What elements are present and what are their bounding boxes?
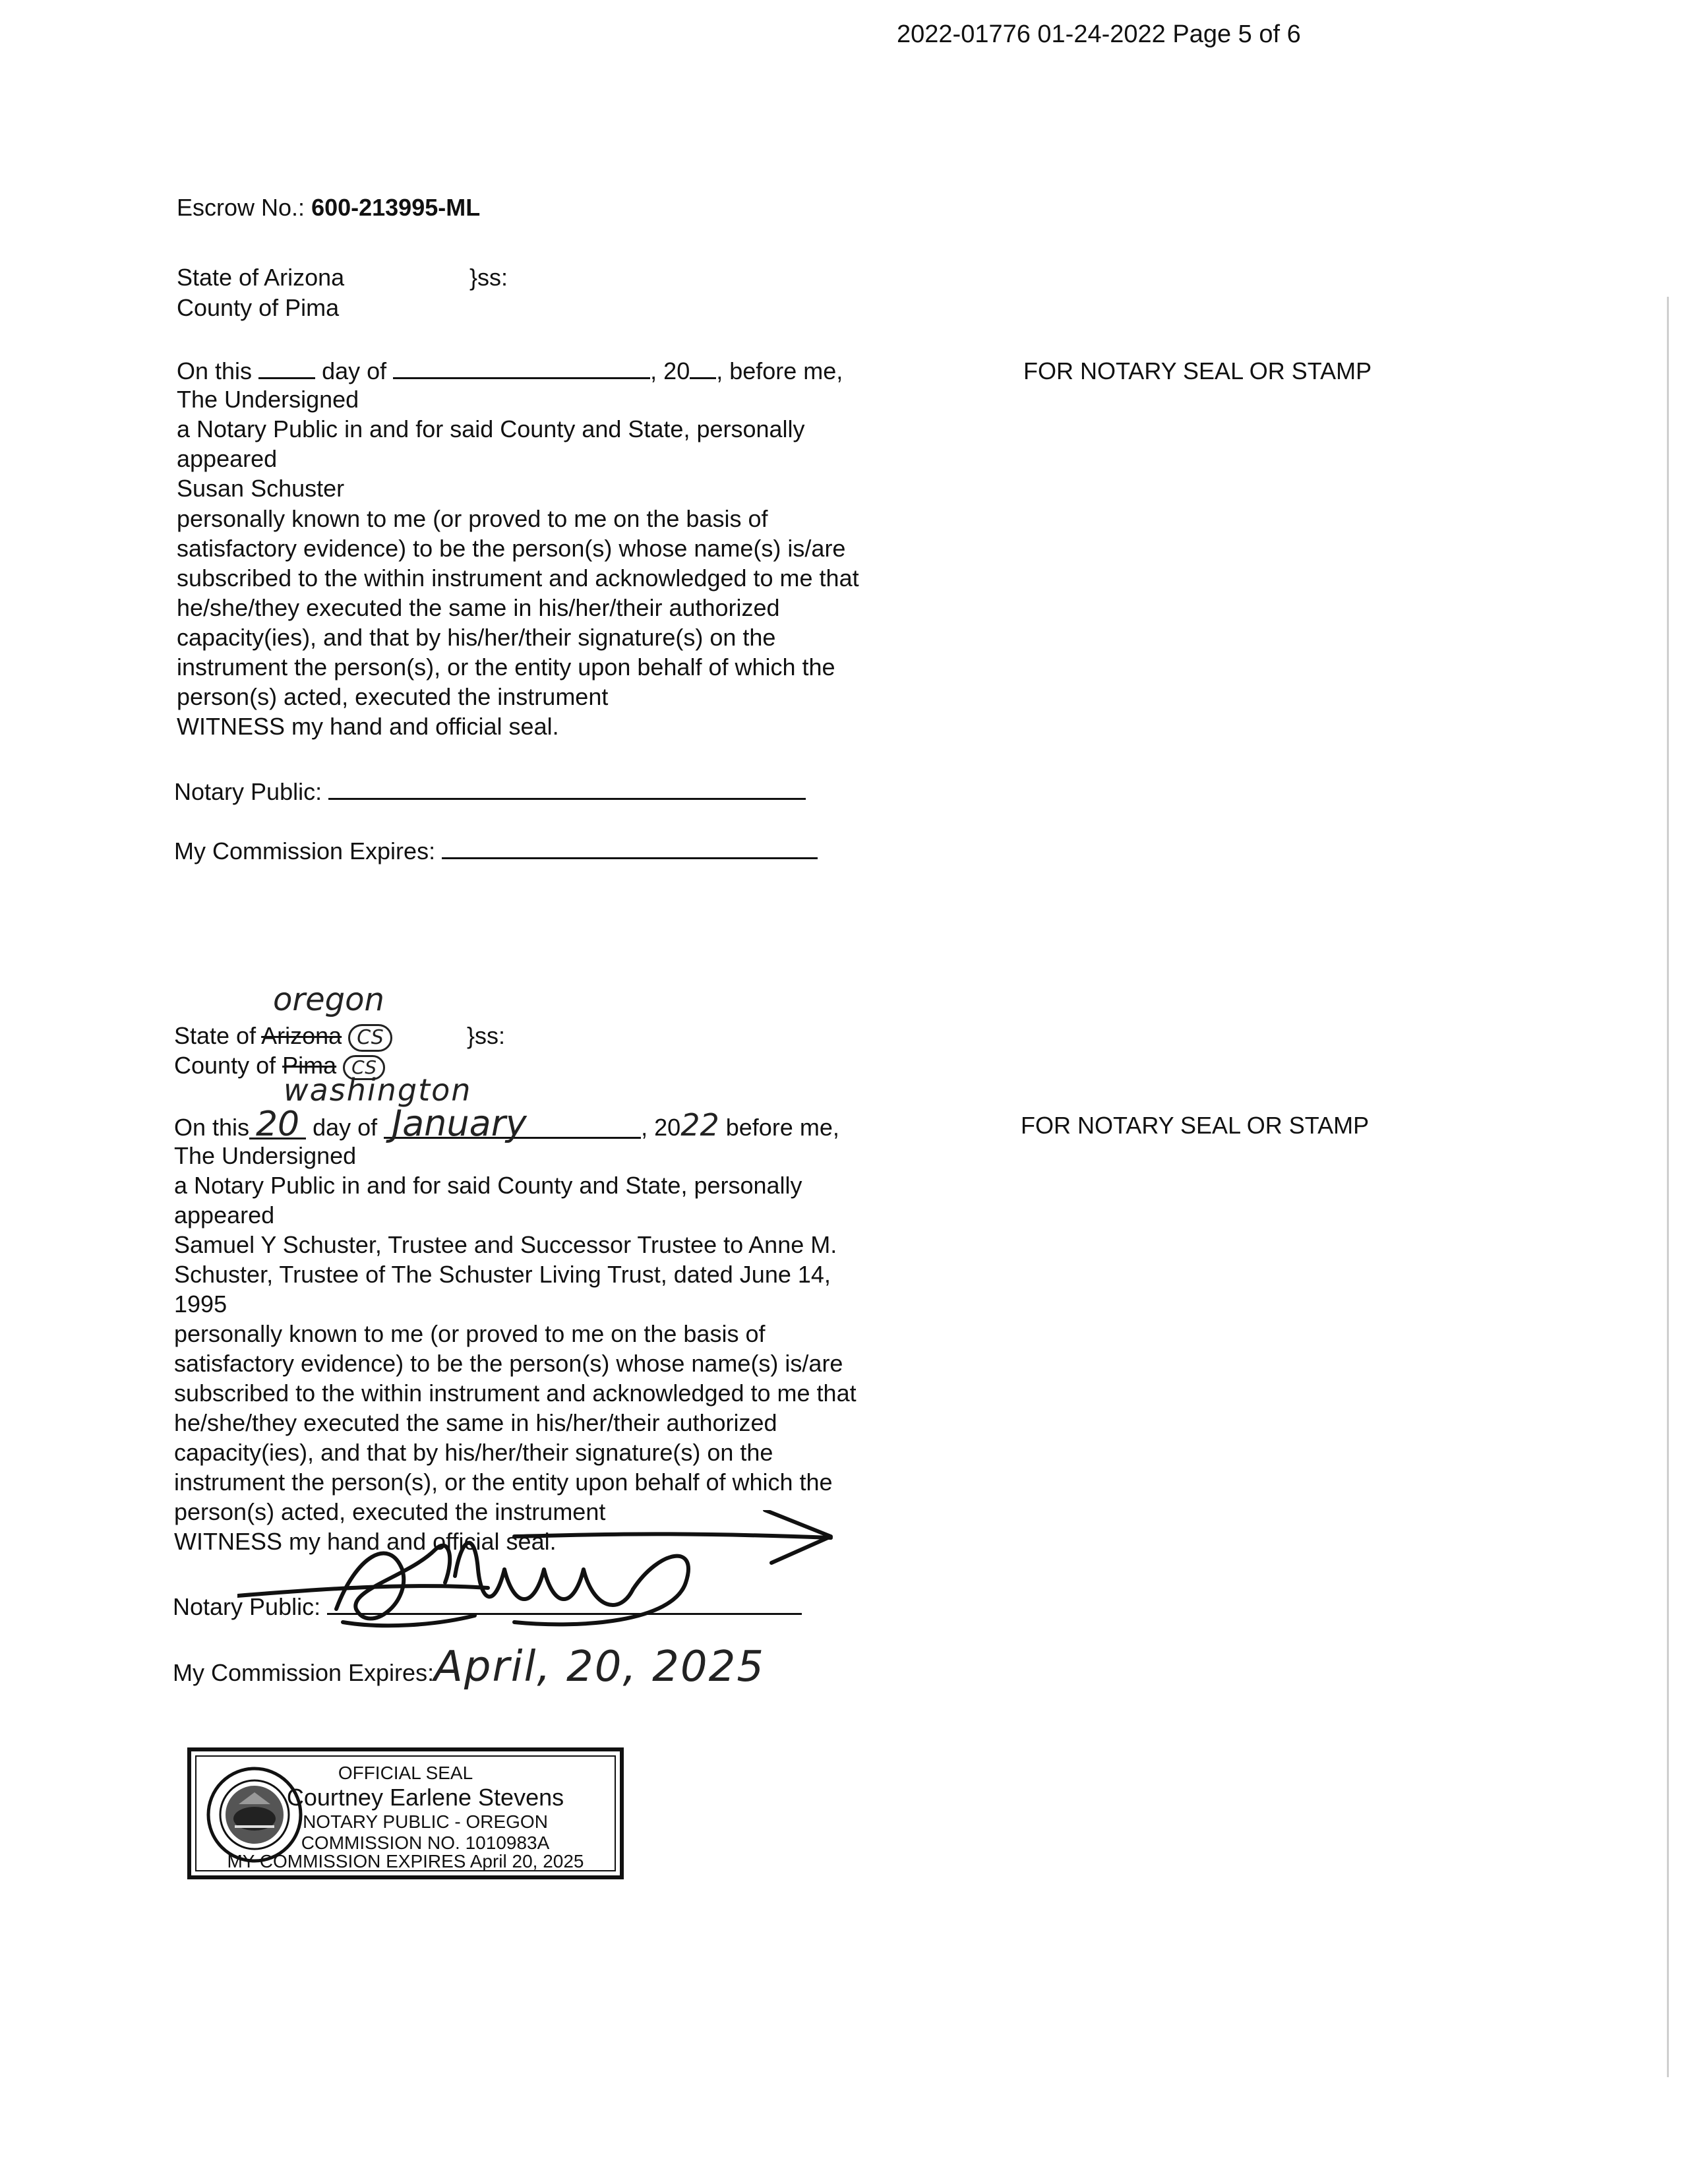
seal-notary-name: Courtney Earlene Stevens: [286, 1784, 564, 1811]
block2-month-handwriting: January: [384, 1110, 641, 1139]
block1-commission-blank: [442, 835, 818, 859]
block2-undersigned: The Undersigned: [174, 1142, 357, 1169]
seal-expires: MY COMMISSION EXPIRES April 20, 2025: [227, 1851, 584, 1871]
block2-on-this-line: [174, 1103, 839, 1144]
block1-undersigned: The Undersigned: [177, 386, 359, 413]
block2-state-handwriting: oregon: [273, 981, 384, 1018]
block2-county-initials: CS: [343, 1055, 385, 1080]
block1-body-line: he/she/they executed the same in his/her/their authorized: [177, 594, 780, 621]
scan-edge-line: [1667, 297, 1669, 2077]
block2-notary-public-label: Notary Public:: [173, 1593, 321, 1620]
block2-day-of: day of: [313, 1114, 378, 1141]
block2-body-line: satisfactory evidence) to be the person(s) whose name(s) is/are: [174, 1350, 843, 1377]
block2-person-line: Schuster, Trustee of The Schuster Living Trust, dated June 14,: [174, 1261, 831, 1288]
block2-state-struck: Arizona: [261, 1022, 342, 1049]
block2-commission-handwriting: April, 20, 2025: [434, 1643, 766, 1691]
block2-state-prefix: State of: [174, 1022, 256, 1049]
block2-county-struck: Pima: [282, 1052, 337, 1079]
block2-appeared: appeared: [174, 1201, 275, 1228]
block1-seal-label: FOR NOTARY SEAL OR STAMP: [1023, 357, 1372, 384]
block2-day-handwriting: 20: [249, 1111, 306, 1139]
official-seal-stamp: [187, 1747, 624, 1879]
block2-state-initials: CS: [348, 1024, 392, 1052]
block1-notary-signature-blank: [328, 775, 806, 800]
block2-body-line: subscribed to the within instrument and acknowledged to me that: [174, 1380, 857, 1407]
block1-body-line: subscribed to the within instrument and acknowledged to me that: [177, 564, 859, 592]
block2-body-line: instrument the person(s), or the entity upon behalf of which the: [174, 1469, 833, 1496]
block2-on-this: On this: [174, 1114, 250, 1141]
block2-person-line: Samuel Y Schuster, Trustee and Successor Trustee to Anne M.: [174, 1231, 837, 1258]
block1-county: County of Pima: [177, 294, 340, 321]
block2-before-me: before me,: [719, 1114, 839, 1141]
block2-body-line: WITNESS my hand and official seal.: [174, 1528, 557, 1555]
block1-commission-line: [174, 835, 818, 866]
escrow-label: Escrow No.:: [177, 194, 305, 221]
block1-body: [177, 504, 859, 741]
block2-county-prefix: County of: [174, 1052, 276, 1079]
escrow-line: [177, 193, 480, 222]
seal-role: NOTARY PUBLIC - OREGON: [303, 1811, 548, 1832]
block1-notary-public-line: [174, 775, 806, 806]
block1-body-line: personally known to me (or proved to me on the basis of: [177, 505, 768, 532]
recording-header: 2022-01776 01-24-2022 Page 5 of 6: [897, 20, 1301, 48]
seal-commission-no: COMMISSION NO. 1010983A: [301, 1833, 550, 1853]
block1-twenty: , 20: [650, 357, 690, 384]
block1-body-line: capacity(ies), and that by his/her/their signature(s) on the: [177, 624, 776, 651]
escrow-number: 600-213995-ML: [311, 194, 481, 221]
block2-seal-label: FOR NOTARY SEAL OR STAMP: [1021, 1112, 1370, 1139]
block1-commission-label: My Commission Expires:: [174, 837, 436, 864]
block2-body-line: he/she/they executed the same in his/her/their authorized: [174, 1409, 777, 1436]
block1-day-of: day of: [322, 357, 387, 384]
block1-notary-line: a Notary Public in and for said County and State, personally: [177, 415, 805, 442]
seal-title: OFFICIAL SEAL: [338, 1763, 473, 1783]
block2-ss: }ss:: [467, 1022, 506, 1049]
block2-body-line: personally known to me (or proved to me on the basis of: [174, 1320, 766, 1347]
block2-state-line: [174, 1021, 392, 1052]
block1-on-this-line: [177, 355, 843, 386]
block2-body-line: person(s) acted, executed the instrument: [174, 1498, 606, 1525]
block1-before-me: , before me,: [716, 357, 843, 384]
block1-day-blank: [258, 355, 315, 379]
block1-body-line: WITNESS my hand and official seal.: [177, 713, 559, 740]
block1-state: State of Arizona: [177, 264, 345, 291]
block1-body-line: instrument the person(s), or the entity upon behalf of which the: [177, 653, 835, 681]
block1-body-line: person(s) acted, executed the instrument: [177, 683, 609, 710]
block2-commission-label: My Commission Expires:: [173, 1659, 435, 1686]
block1-month-blank: [393, 355, 650, 379]
block2-person: [174, 1230, 837, 1319]
block2-body-line: capacity(ies), and that by his/her/their signature(s) on the: [174, 1439, 773, 1466]
block2-person-line: 1995: [174, 1290, 227, 1318]
block1-person: Susan Schuster: [177, 475, 345, 502]
block1-ss: }ss:: [469, 264, 508, 291]
block1-notary-public-label: Notary Public:: [174, 778, 322, 805]
block1-body-line: satisfactory evidence) to be the person(s) whose name(s) is/are: [177, 535, 846, 562]
block2-county-handwriting: washington: [284, 1072, 472, 1108]
block1-year-blank: [690, 355, 716, 379]
block2-year-handwriting: 22: [680, 1107, 719, 1143]
block2-notary-line: a Notary Public in and for said County and State, personally: [174, 1172, 802, 1199]
block2-commission-line: [173, 1643, 766, 1691]
block1-on-this: On this: [177, 357, 253, 384]
block2-year-prefix: , 20: [641, 1114, 681, 1141]
notary-signature: [237, 1510, 844, 1642]
block1-appeared: appeared: [177, 445, 278, 472]
